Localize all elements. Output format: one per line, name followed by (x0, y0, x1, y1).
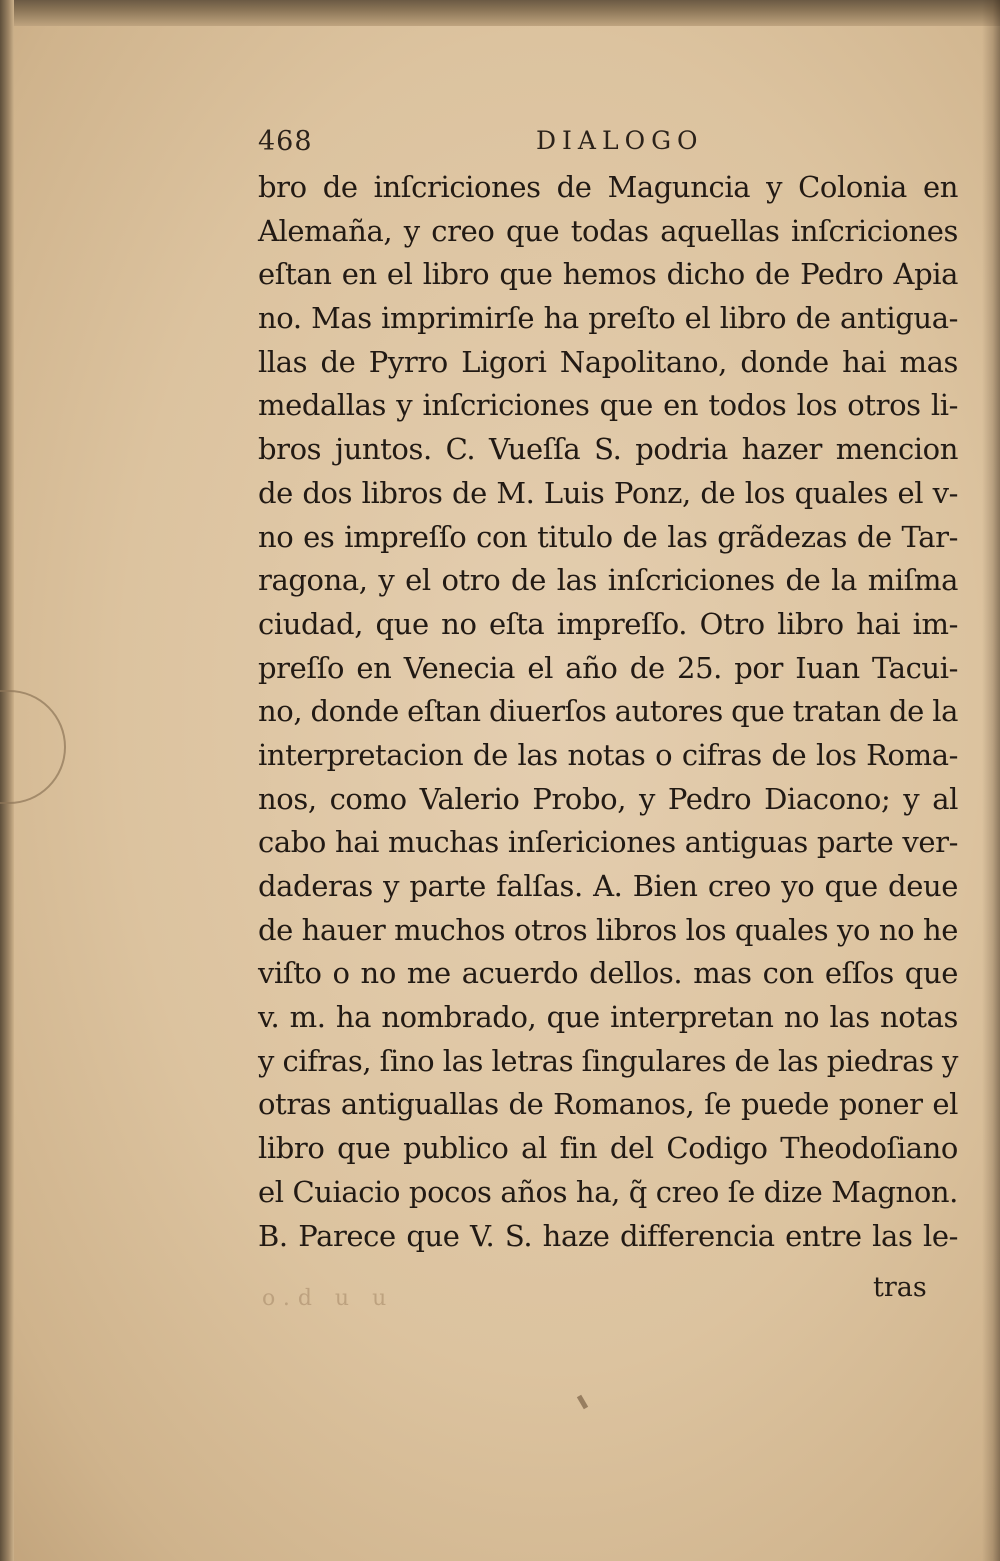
text-line: ragona, y el otro de las inſcriciones de la miſma (258, 563, 958, 598)
text-line: no, donde eſtan diuerſos autores que tratan de la (258, 694, 958, 729)
text-line: y cifras, ſino las letras ſingulares de las piedras y (258, 1043, 958, 1078)
text-line: nos, como Valerio Probo, y Pedro Diacono; y al (258, 781, 958, 816)
text-line: v. m. ha nombrado, que interpretan no las notas (258, 1000, 958, 1035)
running-head: DIALOGO (536, 126, 704, 155)
page-header (258, 126, 958, 166)
text-line: otras antiguallas de Romanos, ſe puede poner el (258, 1087, 958, 1122)
bleed-through-text: o.d u u (262, 1286, 395, 1311)
text-line: B. Parece que V. S. haze differencia entre las le- (258, 1218, 958, 1253)
text-line: preſſo en Venecia el año de 25. por Iuan Tacui- (258, 650, 958, 685)
page-number: 468 (258, 126, 313, 157)
clasp-impression (0, 690, 66, 804)
text-line: libro que publico al fin del Codigo Theodoſiano (258, 1131, 958, 1166)
text-line: Alemaña, y creo que todas aquellas inſcriciones (258, 213, 958, 248)
text-line: ciudad, que no eſta impreſſo. Otro libro hai im- (258, 606, 958, 641)
page-edge-top (0, 0, 1000, 26)
text-line: el Cuiacio pocos años ha, q̃ creo ſe dize Magnon. (258, 1174, 958, 1209)
text-line: cabo hai muchas inſericiones antiguas parte ver- (258, 825, 958, 860)
body-text (258, 166, 958, 1258)
catchword: tras (873, 1272, 927, 1303)
text-line: de dos libros de M. Luis Ponz, de los quales el v- (258, 475, 958, 510)
text-line: bros juntos. C. Vueſſa S. podria hazer mencion (258, 432, 958, 467)
text-line: no. Mas imprimirſe ha preſto el libro de antigua- (258, 301, 958, 336)
text-line: llas de Pyrro Ligori Napolitano, donde hai mas (258, 344, 958, 379)
text-line: viſto o no me acuerdo dellos. mas con eſſos que (258, 956, 958, 991)
page-edge-right (982, 0, 1000, 1561)
text-line: no es impreſſo con titulo de las grãdezas de Tar- (258, 519, 958, 554)
text-line: eſtan en el libro que hemos dicho de Pedro Apia (258, 257, 958, 292)
text-line: de hauer muchos otros libros los quales yo no he (258, 912, 958, 947)
text-line: interpretacion de las notas o cifras de los Roma- (258, 737, 958, 772)
text-line: medallas y inſcriciones que en todos los otros li- (258, 388, 958, 423)
text-line: bro de inſcriciones de Maguncia y Colonia en (258, 170, 958, 204)
ink-stain (577, 1395, 588, 1410)
text-line: daderas y parte falſas. A. Bien creo yo que deue (258, 869, 958, 903)
